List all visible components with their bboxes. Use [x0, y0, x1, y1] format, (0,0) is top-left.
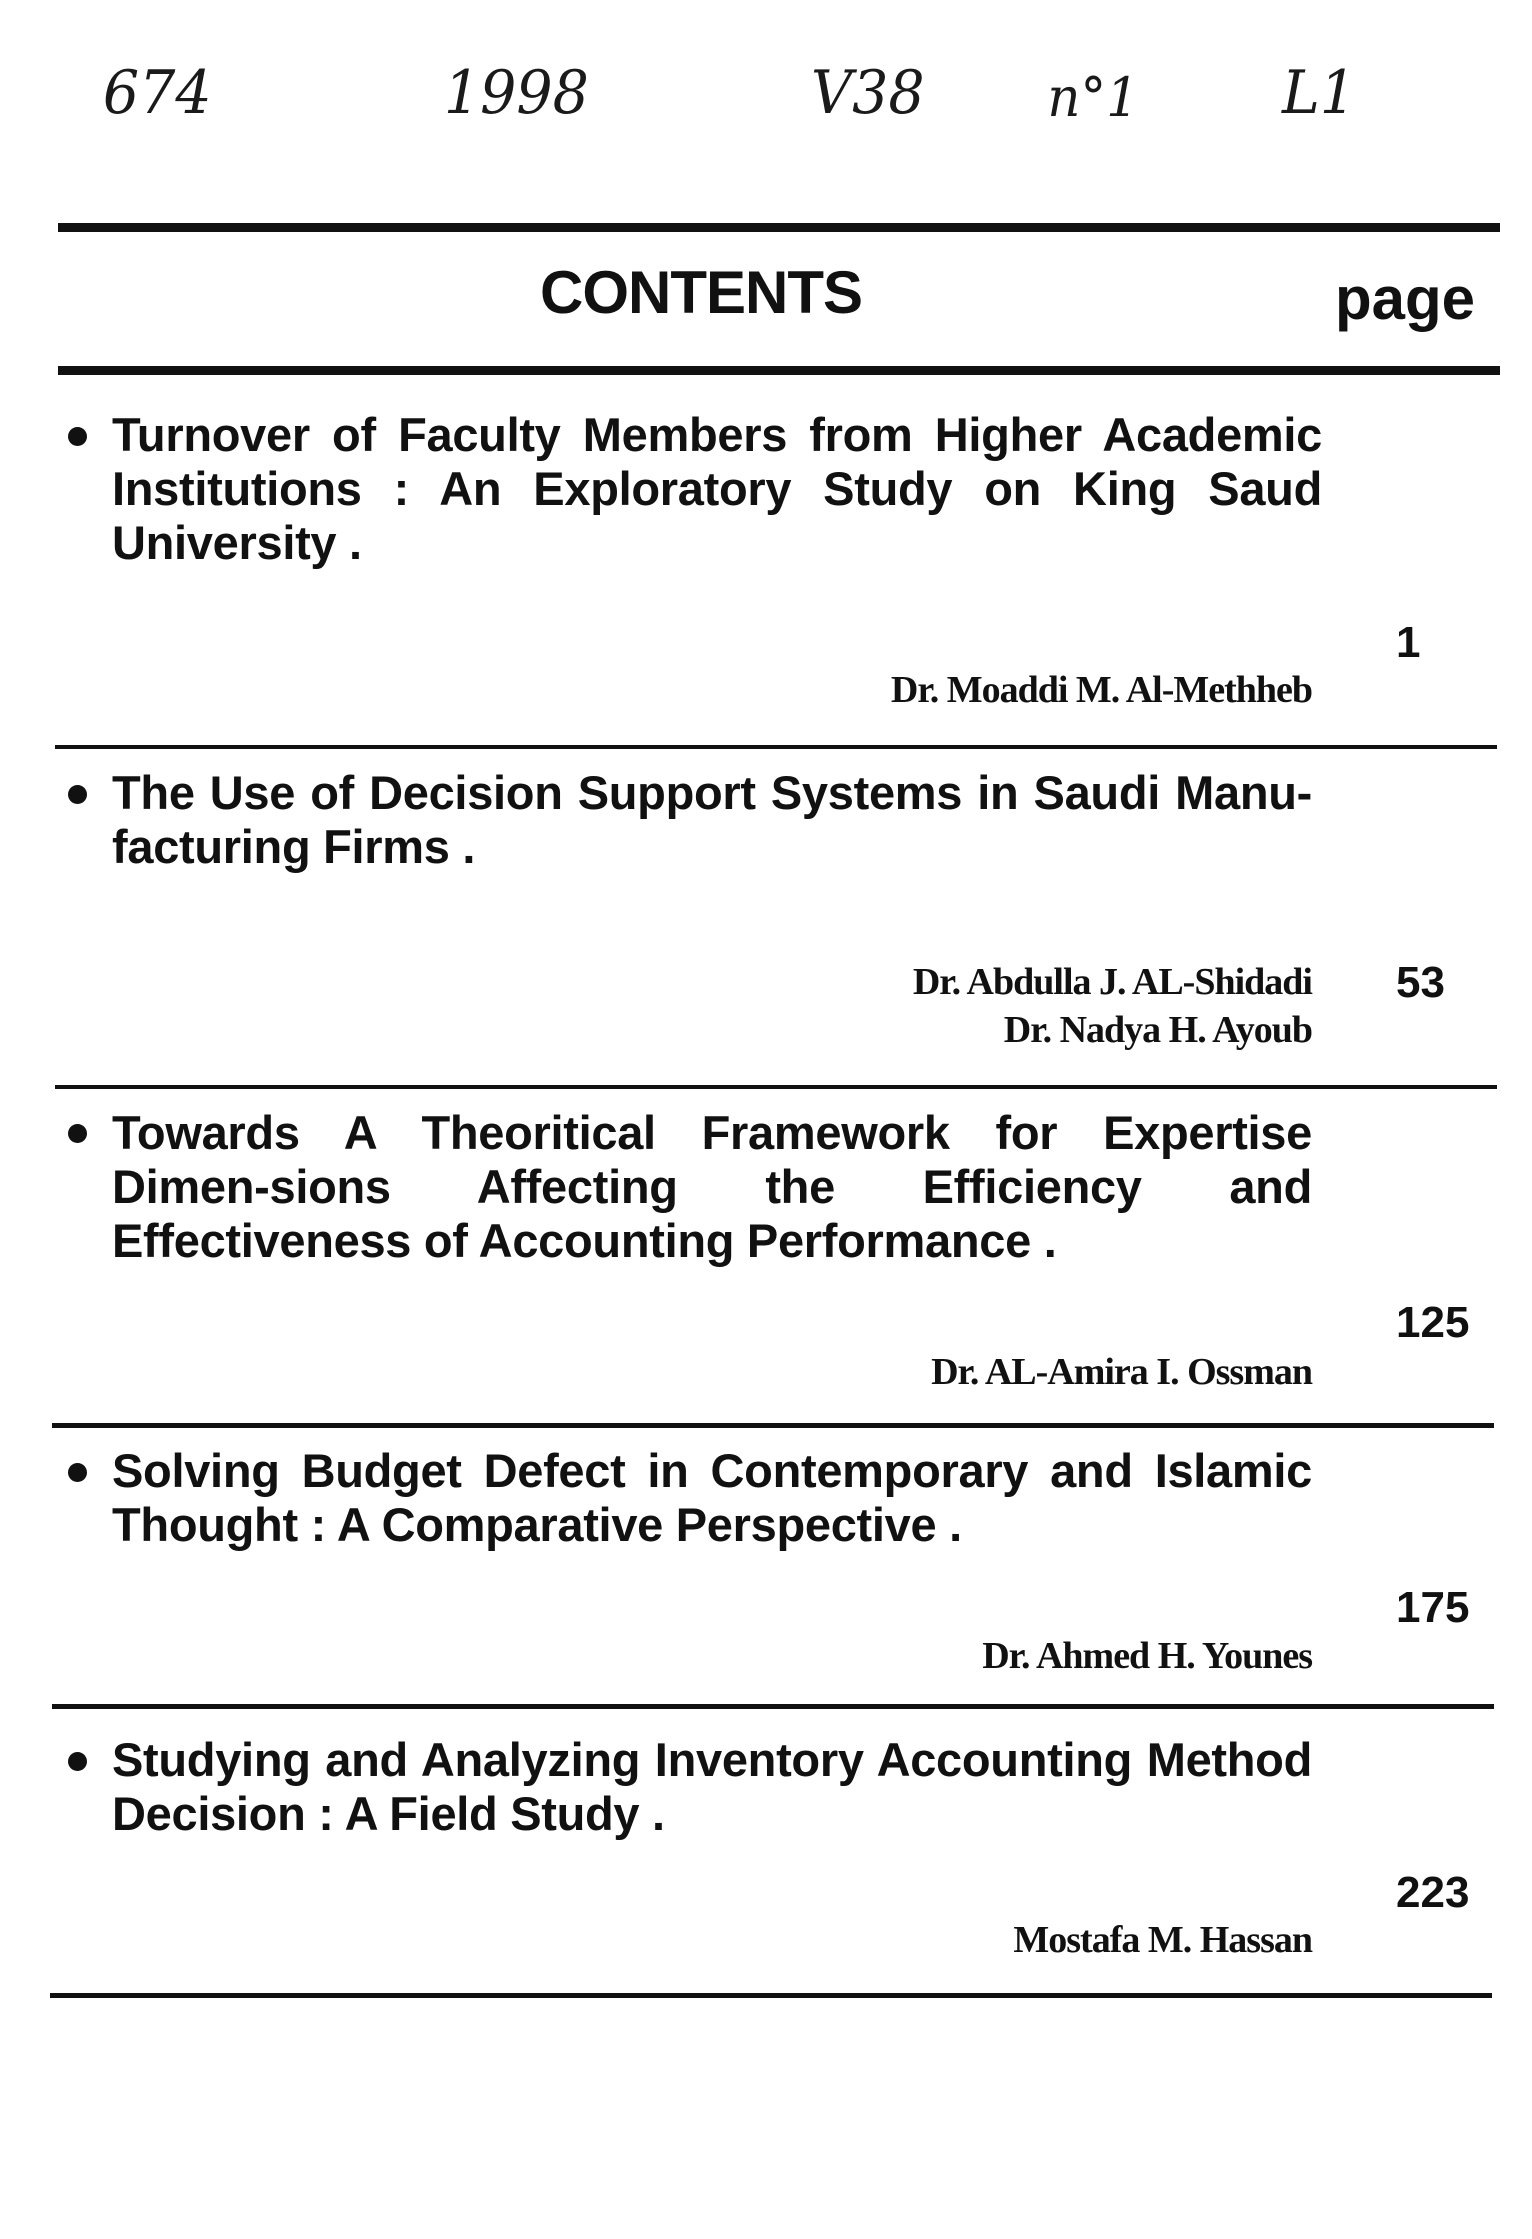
handwritten-item: 1998 [443, 58, 589, 128]
entry-author: Dr. Nadya H. Ayoub [1003, 1009, 1312, 1051]
bullet-icon [68, 1463, 87, 1482]
handwritten-item: 674 [102, 58, 212, 128]
entry-page-number: 125 [1396, 1298, 1470, 1347]
page-column-heading: page [1335, 265, 1476, 332]
entry-title[interactable]: The Use of Decision Support Systems in Saudi Manu-facturing Firms . [112, 766, 1312, 873]
entry-title[interactable]: Solving Budget Defect in Contemporary and Islamic Thought : A Comparative Perspective . [112, 1444, 1312, 1551]
entry-author: Dr. Abdulla J. AL-Shidadi [912, 961, 1312, 1003]
bottom-rule [50, 1993, 1492, 1998]
top-rule [58, 223, 1500, 232]
entry-title[interactable]: Studying and Analyzing Inventory Accounting Method Decision : A Field Study . [112, 1733, 1312, 1840]
bullet-icon [68, 785, 87, 804]
entry-author: Dr. AL-Amira I. Ossman [931, 1351, 1312, 1393]
entry-title[interactable]: Towards A Theoritical Framework for Expertise Dimen-sions Affecting the Efficiency and Effectiveness of Accounting Performance . [112, 1106, 1312, 1267]
handwritten-item: n°1 [1047, 66, 1139, 129]
entry-divider [55, 745, 1497, 749]
entry-author: Dr. Ahmed H. Younes [982, 1635, 1312, 1677]
contents-heading: CONTENTS [540, 259, 862, 326]
handwritten-item: V38 [810, 58, 925, 128]
entry-divider [55, 1085, 1497, 1089]
entry-author: Dr. Moaddi M. Al-Methheb [890, 669, 1312, 711]
entry-page-number: 175 [1396, 1583, 1470, 1632]
bullet-icon [68, 1752, 87, 1771]
entry-divider [52, 1423, 1494, 1428]
bullet-icon [68, 427, 87, 446]
entry-title[interactable]: Turnover of Faculty Members from Higher Academic Institutions : An Exploratory Study on King Saud University . [112, 408, 1322, 569]
entry-page-number: 223 [1396, 1868, 1470, 1917]
entry-page-number: 1 [1396, 618, 1421, 667]
entry-divider [52, 1704, 1494, 1709]
bullet-icon [68, 1124, 87, 1143]
entry-author: Mostafa M. Hassan [1013, 1919, 1312, 1961]
entry-page-number: 53 [1396, 958, 1445, 1007]
handwritten-item: L1 [1281, 58, 1357, 128]
header-bottom-rule [58, 366, 1500, 375]
